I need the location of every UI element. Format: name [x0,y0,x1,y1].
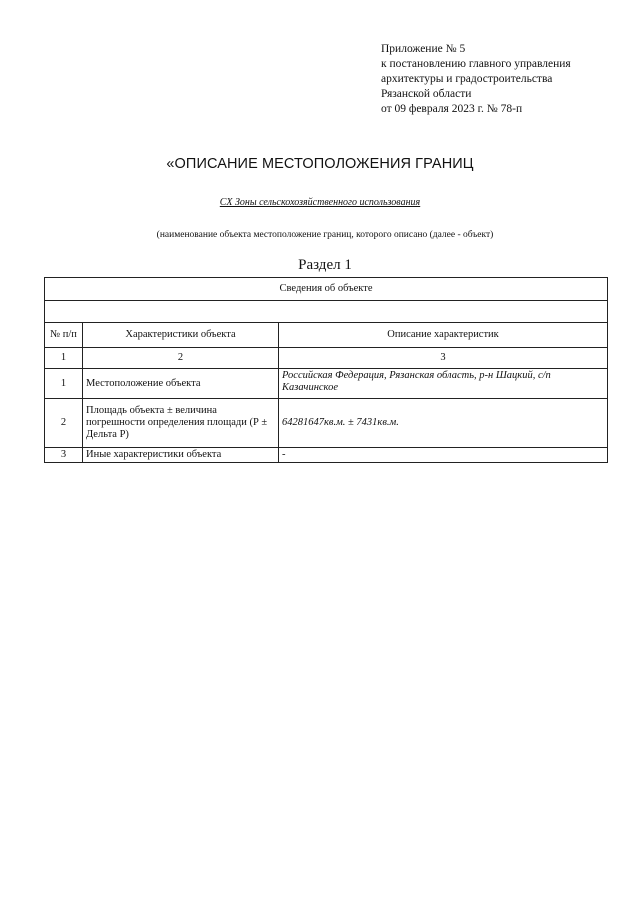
row-characteristic: Площадь объекта ± величина погрешности определения площади (Р ± Дельта Р) [83,399,279,448]
table-heading-row [45,278,608,301]
appendix-line: к постановлению главного управления [381,58,571,70]
table-row [45,369,608,399]
table-row [45,448,608,463]
appendix-line: архитектуры и градостроительства [381,73,553,85]
column-number: 3 [279,348,608,369]
column-header-characteristic: Характеристики объекта [83,323,279,348]
column-number: 2 [83,348,279,369]
object-name [0,197,640,208]
row-number: 1 [45,369,83,399]
appendix-line: Рязанской области [381,88,472,100]
row-number: 3 [45,448,83,463]
document-title: «ОПИСАНИЕ МЕСТОПОЛОЖЕНИЯ ГРАНИЦ [166,156,474,172]
object-name-text: СХ Зоны сельскохозяйственного использования [219,197,421,208]
table-row [45,399,608,448]
section-title: Раздел 1 [298,257,352,273]
column-header-num: № п/п [45,323,83,348]
row-description: - [279,448,608,463]
appendix-line: Приложение № 5 [381,43,466,55]
table-heading: Сведения об объекте [45,278,608,301]
appendix-line: от 09 февраля 2023 г. № 78-п [381,103,523,115]
table-spacer-cell [45,301,608,323]
table-spacer-row [45,301,608,323]
row-description: 64281647кв.м. ± 7431кв.м. [279,399,608,448]
object-info-table [44,277,608,463]
row-characteristic: Местоположение объекта [83,369,279,399]
column-header-description: Описание характеристик [279,323,608,348]
table-header-row [45,323,608,348]
column-number: 1 [45,348,83,369]
table-column-numbers-row [45,348,608,369]
appendix-block [381,42,631,117]
object-caption: (наименование объекта местоположение границ, которого описано (далее - объект) [156,230,494,240]
row-number: 2 [45,399,83,448]
row-characteristic: Иные характеристики объекта [83,448,279,463]
row-description: Российская Федерация, Рязанская область, р-н Шацкий, с/п Казачинское [279,369,608,399]
